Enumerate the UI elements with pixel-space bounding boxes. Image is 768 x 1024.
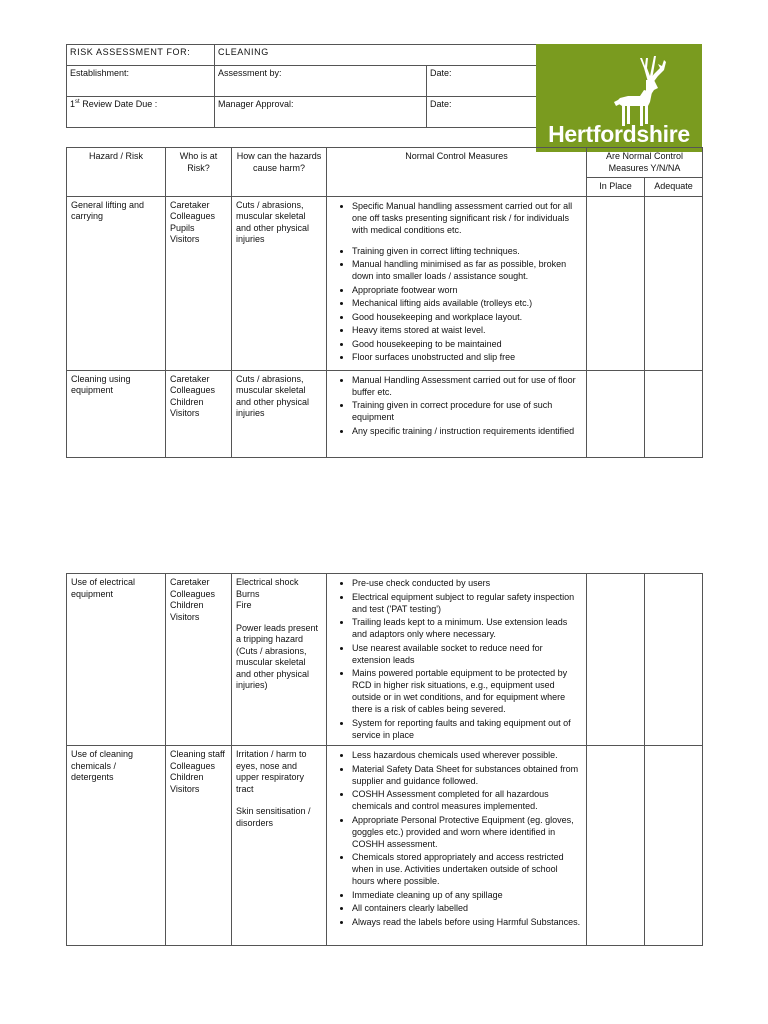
review-prefix: 1 [70, 99, 76, 109]
control-item: • Manual handling minimised as far as possible, broken down into smaller loads / assistance sought. [352, 258, 582, 282]
controls-cell [327, 196, 587, 370]
how-cell: Cuts / abrasions, muscular skeletal and other physical injuries [232, 196, 327, 370]
control-item: • Training given in correct lifting techniques. [352, 245, 582, 257]
col-who: Who is at Risk? [166, 148, 232, 197]
who-line: Colleagues [170, 211, 216, 221]
who-line: Colleagues [170, 588, 216, 599]
how-line: Irritation / harm to eyes, nose and upper respiratory tract [236, 749, 307, 794]
who-line: Caretaker [170, 577, 210, 587]
control-item: • Good housekeeping to be maintained [352, 338, 582, 350]
control-item: • Always read the labels before using Harmful Substances. [352, 916, 582, 928]
who-cell [166, 196, 232, 370]
in-place-cell[interactable] [587, 196, 645, 370]
control-item: • Manual Handling Assessment carried out for use of floor buffer etc. [352, 374, 582, 398]
table-row [67, 196, 703, 370]
who-line: Visitors [170, 783, 200, 794]
adequate-cell[interactable] [645, 746, 703, 946]
control-item: • Use nearest available socket to reduce need for extension leads [352, 642, 582, 666]
how-line: Skin sensitisation / disorders [236, 806, 311, 828]
col-hazard: Hazard / Risk [67, 148, 166, 197]
control-item: • Trailing leads kept to a minimum. Use extension leads and adaptors only where necessary. [352, 616, 582, 640]
assessment-by-field[interactable]: Assessment by: [215, 66, 427, 97]
risk-assessment-value: CLEANING [215, 45, 537, 66]
col-controls: Normal Control Measures [327, 148, 587, 197]
control-item: • Specific Manual handling assessment carried out for all one off tasks presenting significant risk / for individuals with medical conditions etc. [352, 200, 582, 236]
date-field-2[interactable]: Date: [427, 97, 537, 128]
who-line: Children [170, 772, 204, 782]
who-line: Children [170, 600, 204, 610]
table-row [67, 370, 703, 457]
who-line: Children [170, 396, 204, 407]
hazard-cell: Cleaning using equipment [67, 370, 166, 457]
logo-wordmark: Hertfordshire [548, 121, 690, 147]
control-item: • Mains powered portable equipment to be protected by RCD in higher risk situations, e.g., equipment used outside or in wet conditions, and for equipment where there is a risk of cables being severed. [352, 667, 582, 715]
control-item: • Appropriate footwear worn [352, 284, 582, 296]
who-line: Pupils [170, 222, 195, 233]
how-line: Burns [236, 588, 260, 599]
table-row [67, 574, 703, 746]
review-date-field[interactable] [67, 97, 215, 128]
how-cell [232, 746, 327, 946]
col-adequacy: Are Normal Control Measures Y/N/NA [587, 148, 703, 178]
in-place-cell[interactable] [587, 574, 645, 746]
how-line: Power leads present a tripping hazard (Cuts / abrasions, muscular skeletal and other physical injuries) [236, 622, 319, 690]
date-field-1[interactable]: Date: [427, 66, 537, 97]
control-item: • Pre-use check conducted by users [352, 577, 582, 589]
controls-cell [327, 574, 587, 746]
review-sup: st [75, 99, 80, 105]
assessment-header-table [66, 44, 537, 128]
who-line: Caretaker [170, 199, 210, 210]
hazard-cell: Use of electrical equipment [67, 574, 166, 746]
adequate-cell[interactable] [645, 574, 703, 746]
who-line: Caretaker [170, 373, 210, 384]
control-item: • System for reporting faults and taking equipment out of service in place [352, 717, 582, 741]
control-item: • Less hazardous chemicals used wherever possible. [352, 749, 582, 761]
review-suffix: Review Date Due : [79, 99, 158, 109]
how-cell [232, 574, 327, 746]
who-line: Colleagues [170, 385, 216, 395]
adequate-cell[interactable] [645, 370, 703, 457]
who-cell [166, 574, 232, 746]
control-item: • Floor surfaces unobstructed and slip free [352, 351, 582, 363]
who-line: Visitors [170, 611, 200, 622]
how-cell: Cuts / abrasions, muscular skeletal and other physical injuries [232, 370, 327, 457]
hazard-cell: General lifting and carrying [67, 196, 166, 370]
controls-cell [327, 746, 587, 946]
control-item: • Material Safety Data Sheet for substances obtained from supplier and guidance followed. [352, 763, 582, 787]
control-item: • COSHH Assessment completed for all hazardous chemicals and control measures implemented. [352, 788, 582, 812]
who-cell [166, 370, 232, 457]
control-item: • Good housekeeping and workplace layout. [352, 311, 582, 323]
how-line: Electrical shock [236, 577, 299, 587]
control-item: • Training given in correct procedure for use of such equipment [352, 399, 582, 423]
control-item: • Appropriate Personal Protective Equipment (eg. gloves, goggles etc.) provided and worn where identified in COSHH assessment. [352, 814, 582, 850]
risk-table-part-1 [66, 147, 703, 458]
who-line: Visitors [170, 234, 200, 244]
control-item: • Any specific training / instruction requirements identified [352, 425, 582, 437]
who-line: Cleaning staff [170, 749, 225, 759]
control-item: • Electrical equipment subject to regular safety inspection and test ('PAT testing') [352, 591, 582, 615]
col-how: How can the hazards cause harm? [232, 148, 327, 197]
control-item: • Heavy items stored at waist level. [352, 324, 582, 336]
control-item: • All containers clearly labelled [352, 902, 582, 914]
control-item: • Mechanical lifting aids available (trolleys etc.) [352, 297, 582, 309]
control-item: • Chemicals stored appropriately and access restricted when in use. Activities undertaken outside of school hours where possible. [352, 851, 582, 887]
who-line: Visitors [170, 408, 200, 418]
col-in-place: In Place [587, 178, 645, 197]
how-line: Fire [236, 600, 252, 610]
hertfordshire-logo [536, 44, 702, 152]
risk-assessment-label: RISK ASSESSMENT FOR: [67, 45, 215, 66]
col-adequate: Adequate [645, 178, 703, 197]
table-row [67, 746, 703, 946]
who-cell [166, 746, 232, 946]
controls-cell [327, 370, 587, 457]
manager-approval-field[interactable]: Manager Approval: [215, 97, 427, 128]
risk-table-part-2 [66, 573, 703, 946]
establishment-field[interactable]: Establishment: [67, 66, 215, 97]
control-item: • Immediate cleaning up of any spillage [352, 889, 582, 901]
in-place-cell[interactable] [587, 746, 645, 946]
stag-icon [536, 44, 702, 128]
adequate-cell[interactable] [645, 196, 703, 370]
hazard-cell: Use of cleaning chemicals / detergents [67, 746, 166, 946]
who-line: Colleagues [170, 760, 216, 771]
in-place-cell[interactable] [587, 370, 645, 457]
